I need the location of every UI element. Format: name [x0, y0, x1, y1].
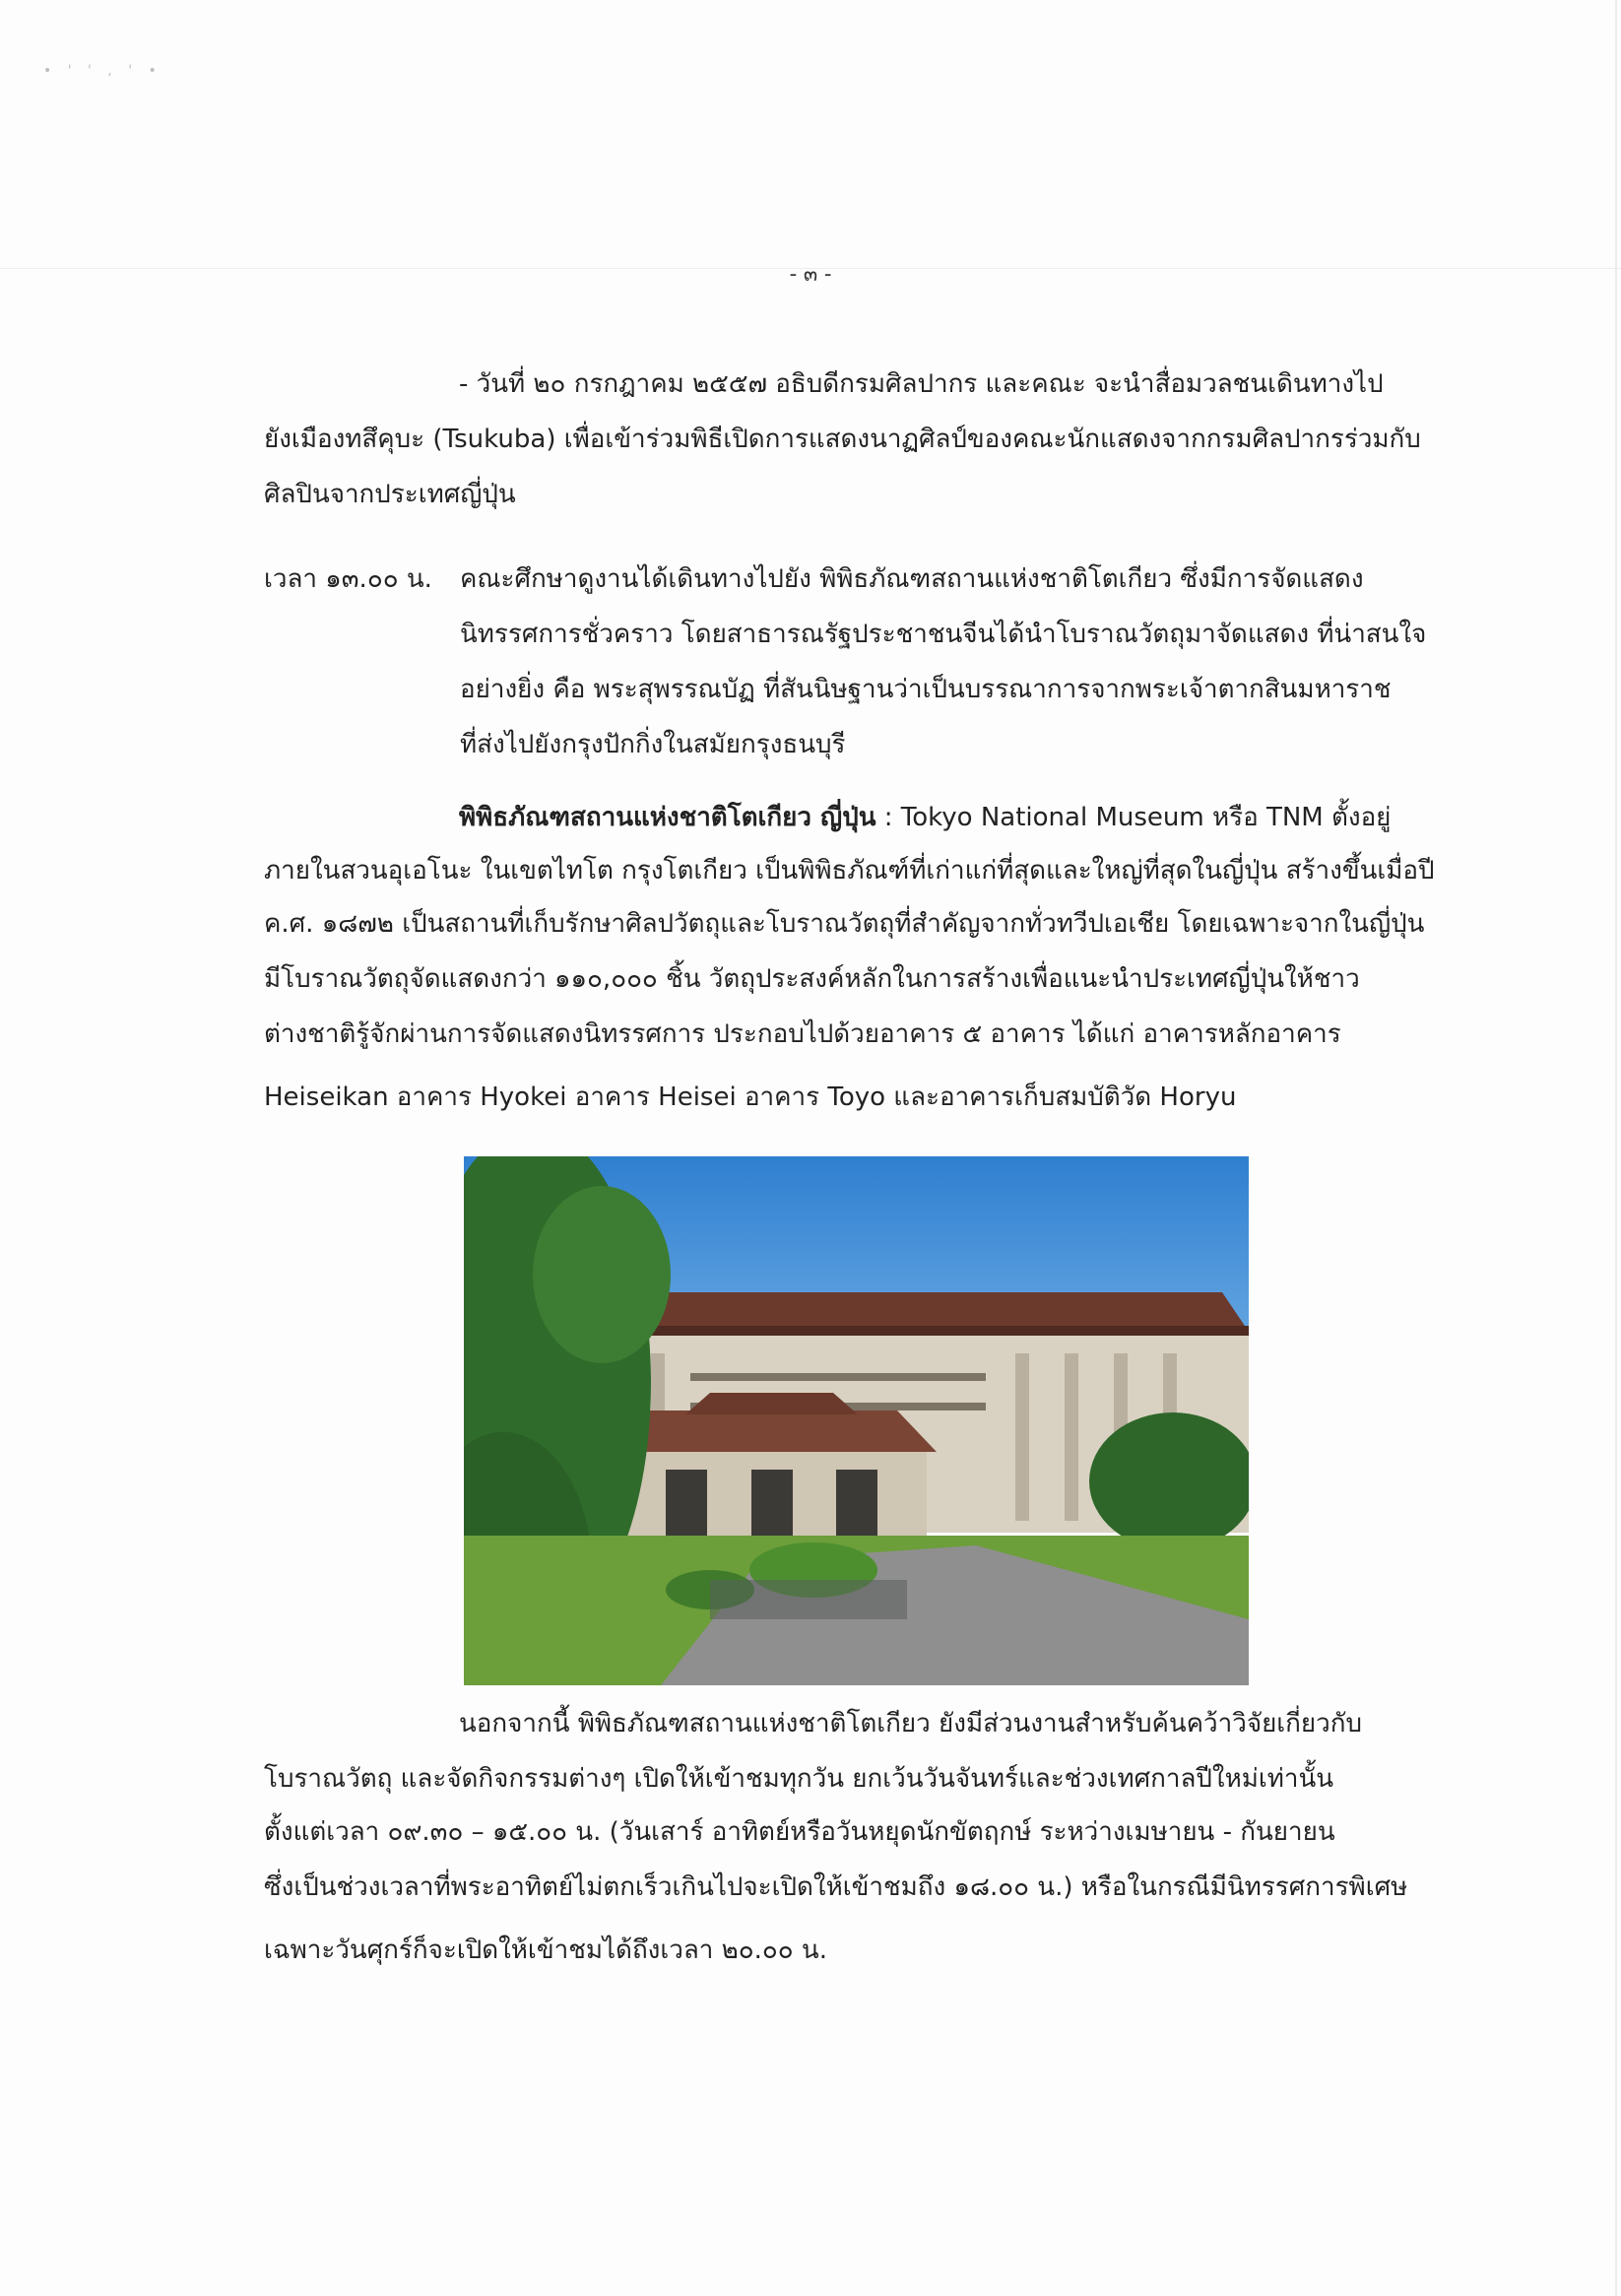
para3-line-2: ค.ศ. ๑๘๗๒ เป็นสถานที่เก็บรักษาศิลปวัตถุและโบราณวัตถุที่สำคัญจากทั่วทวีปเอเชีย โดยเฉพาะจากในญี่ปุ่น — [264, 909, 1425, 939]
scan-specks: • ' ' , ' • — [43, 63, 162, 79]
para1-line-2: ยังเมืองทสึคุบะ (Tsukuba) เพื่อเข้าร่วมพิธีเปิดการแสดงนาฏศิลป์ของคณะนักแสดงจากกรมศิลปากรร่วมกับ — [264, 425, 1421, 454]
para4-line-2: โบราณวัตถุ และจัดกิจกรรมต่างๆ เปิดให้เข้าชมทุกวัน ยกเว้นวันจันทร์และช่วงเทศกาลปีใหม่เท่านั้น — [264, 1764, 1334, 1794]
para2-line-3: อย่างยิ่ง คือ พระสุพรรณบัฏ ที่สันนิษฐานว่าเป็นบรรณาการจากพระเจ้าตากสินมหาราช — [460, 675, 1392, 704]
museum-heading-rest: : Tokyo National Museum หรือ TNM ตั้งอยู่ — [875, 803, 1392, 832]
para3-line-3: มีโบราณวัตถุจัดแสดงกว่า ๑๑๐,๐๐๐ ชิ้น วัตถุประสงค์หลักในการสร้างเพื่อแนะนำประเทศญี่ปุ่นให้ชาว — [264, 964, 1360, 994]
para3-line-4: ต่างชาติรู้จักผ่านการจัดแสดงนิทรรศการ ประกอบไปด้วยอาคาร ๕ อาคาร ได้แก่ อาคารหลักอาคาร — [264, 1019, 1341, 1049]
scan-edge — [1615, 0, 1617, 2296]
para1-line-3: ศิลปินจากประเทศญี่ปุ่น — [264, 480, 516, 509]
museum-heading: พิพิธภัณฑสถานแห่งชาติโตเกียว ญี่ปุ่น — [459, 803, 876, 832]
para1-line-1: - วันที่ ๒๐ กรกฎาคม ๒๕๕๗ อธิบดีกรมศิลปากร และคณะ จะนำสื่อมวลชนเดินทางไป — [459, 369, 1384, 399]
page-number: - ๓ - — [789, 262, 832, 286]
entrance-roof — [607, 1410, 937, 1452]
para3-line-5: Heiseikan อาคาร Hyokei อาคาร Heisei อาคาร Toyo และอาคารเก็บสมบัติวัด Horyu — [264, 1082, 1237, 1112]
tree-right — [1089, 1412, 1249, 1550]
time-label: เวลา ๑๓.๐๐ น. — [264, 564, 432, 594]
para2-line-4: ที่ส่งไปยังกรุงปักกิ่งในสมัยกรุงธนบุรี — [460, 730, 846, 759]
museum-photo — [464, 1156, 1249, 1685]
para2-line-1: คณะศึกษาดูงานได้เดินทางไปยัง พิพิธภัณฑสถานแห่งชาติโตเกียว ซึ่งมีการจัดแสดง — [460, 564, 1364, 594]
para4-line-5: เฉพาะวันศุกร์ก็จะเปิดให้เข้าชมได้ถึงเวลา ๒๐.๐๐ น. — [264, 1935, 827, 1965]
para3-line-1: ภายในสวนอุเอโนะ ในเขตไทโต กรุงโตเกียว เป็นพิพิธภัณฑ์ที่เก่าแก่ที่สุดและใหญ่ที่สุดในญี่ปุ่น สร้างขึ้นเมื่อปี — [264, 856, 1435, 886]
museum-heading-line — [459, 800, 1391, 835]
para4-line-4: ซึ่งเป็นช่วงเวลาที่พระอาทิตย์ไม่ตกเร็วเกินไปจะเปิดให้เข้าชมถึง ๑๘.๐๐ น.) หรือในกรณีมีนิทรรศการพิเศษ — [264, 1872, 1408, 1902]
para2-line-2: นิทรรศการชั่วคราว โดยสาธารณรัฐประชาชนจีนได้นำโบราณวัตถุมาจัดแสดง ที่น่าสนใจ — [460, 620, 1427, 649]
para4-line-3: ตั้งแต่เวลา ๐๙.๓๐ – ๑๕.๐๐ น. (วันเสาร์ อาทิตย์หรือวันหยุดนักขัตฤกษ์ ระหว่างเมษายน - กันยายน — [264, 1817, 1335, 1847]
para4-line-1: นอกจากนี้ พิพิธภัณฑสถานแห่งชาติโตเกียว ยังมีส่วนงานสำหรับค้นคว้าวิจัยเกี่ยวกับ — [459, 1709, 1363, 1738]
